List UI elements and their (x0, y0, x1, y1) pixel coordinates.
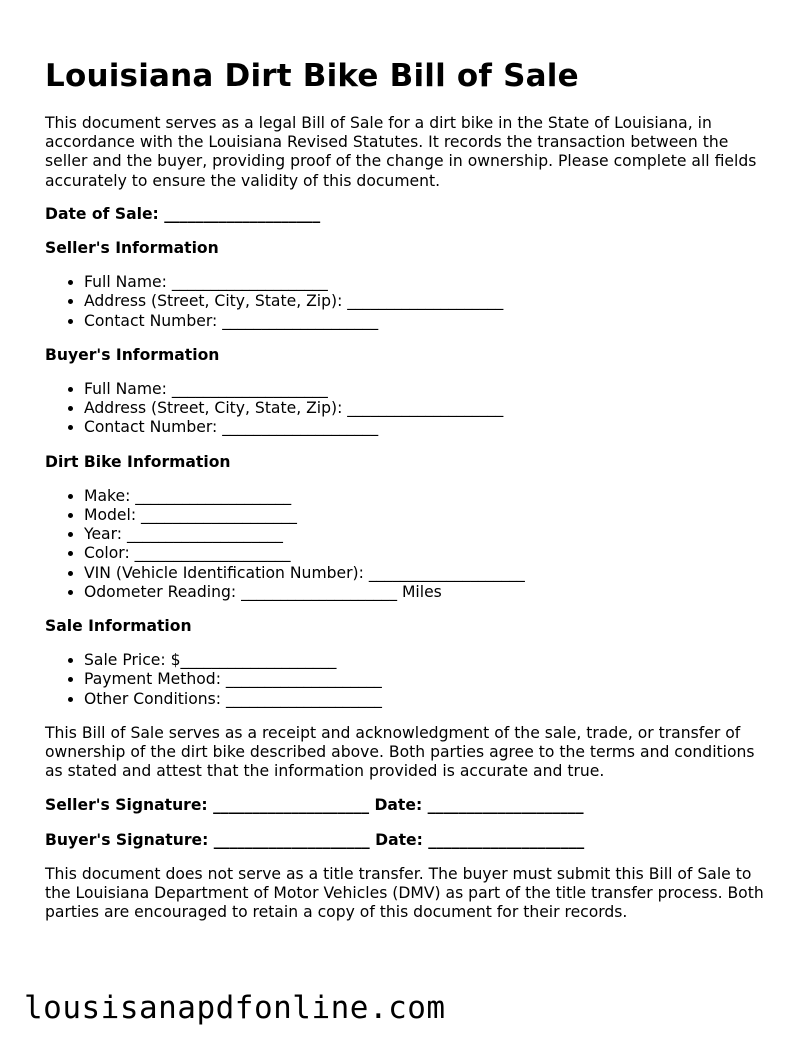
seller-list (45, 273, 775, 331)
buyer-contact[interactable]: • Contact Number: ____________________ (84, 418, 775, 437)
buyer-address[interactable]: • Address (Street, City, State, Zip): ____________________ (84, 399, 775, 418)
bike-vin[interactable]: • VIN (Vehicle Identification Number): ____________________ (84, 564, 775, 583)
document-title: Louisiana Dirt Bike Bill of Sale (45, 58, 579, 94)
site-watermark: lousisanapdfonline.com (24, 990, 446, 1026)
bike-model[interactable]: • Model: ____________________ (84, 506, 775, 525)
date-of-sale-label: Date of Sale: (45, 204, 159, 223)
bike-year[interactable]: • Year: ____________________ (84, 525, 775, 544)
seller-heading: Seller's Information (45, 239, 219, 258)
buyer-signature-line[interactable]: Buyer's Signature: ____________________ Date: ____________________ (45, 830, 585, 849)
sale-price[interactable]: • Sale Price: $____________________ (84, 651, 775, 670)
sale-payment-method[interactable]: • Payment Method: ____________________ (84, 670, 775, 689)
seller-address[interactable]: • Address (Street, City, State, Zip): ____________________ (84, 292, 775, 311)
receipt-paragraph: This Bill of Sale serves as a receipt and acknowledgment of the sale, trade, or transfer of ownership of the dirt bike described above. Both parties agree to the terms and conditions as stated and attest that the information provided is accurate and true. (45, 723, 755, 781)
bike-heading: Dirt Bike Information (45, 452, 231, 471)
seller-contact[interactable]: • Contact Number: ____________________ (84, 312, 775, 331)
seller-signature-line[interactable]: Seller's Signature: ____________________ Date: ____________________ (45, 796, 584, 815)
footer-paragraph: This document does not serve as a title transfer. The buyer must submit this Bill of Sale to the Louisiana Department of Motor Vehicles (DMV) as part of the title transfer process. Both parties are encouraged to retain a copy of this document for their records. (45, 864, 764, 922)
sale-list (45, 651, 775, 709)
bike-odometer[interactable]: • Odometer Reading: ____________________ Miles (84, 583, 775, 602)
seller-full-name[interactable]: • Full Name: ____________________ (84, 273, 775, 292)
date-of-sale-blank[interactable]: ____________________ (164, 204, 321, 223)
bike-color[interactable]: • Color: ____________________ (84, 544, 775, 563)
buyer-full-name[interactable]: • Full Name: ____________________ (84, 380, 775, 399)
intro-paragraph: This document serves as a legal Bill of Sale for a dirt bike in the State of Louisiana, in accordance with the Louisiana Revised Statutes. It records the transaction between the seller and the buyer, providing proof of the change in ownership. Please complete all fields accurately to ensure the validity of this document. (45, 114, 757, 190)
sale-heading: Sale Information (45, 617, 192, 636)
buyer-heading: Buyer's Information (45, 345, 220, 364)
document-page (45, 52, 775, 923)
sale-other-conditions[interactable]: • Other Conditions: ____________________ (84, 690, 775, 709)
buyer-list (45, 380, 775, 438)
bike-make[interactable]: • Make: ____________________ (84, 487, 775, 506)
date-of-sale-line (45, 205, 775, 224)
bike-list (45, 487, 775, 602)
